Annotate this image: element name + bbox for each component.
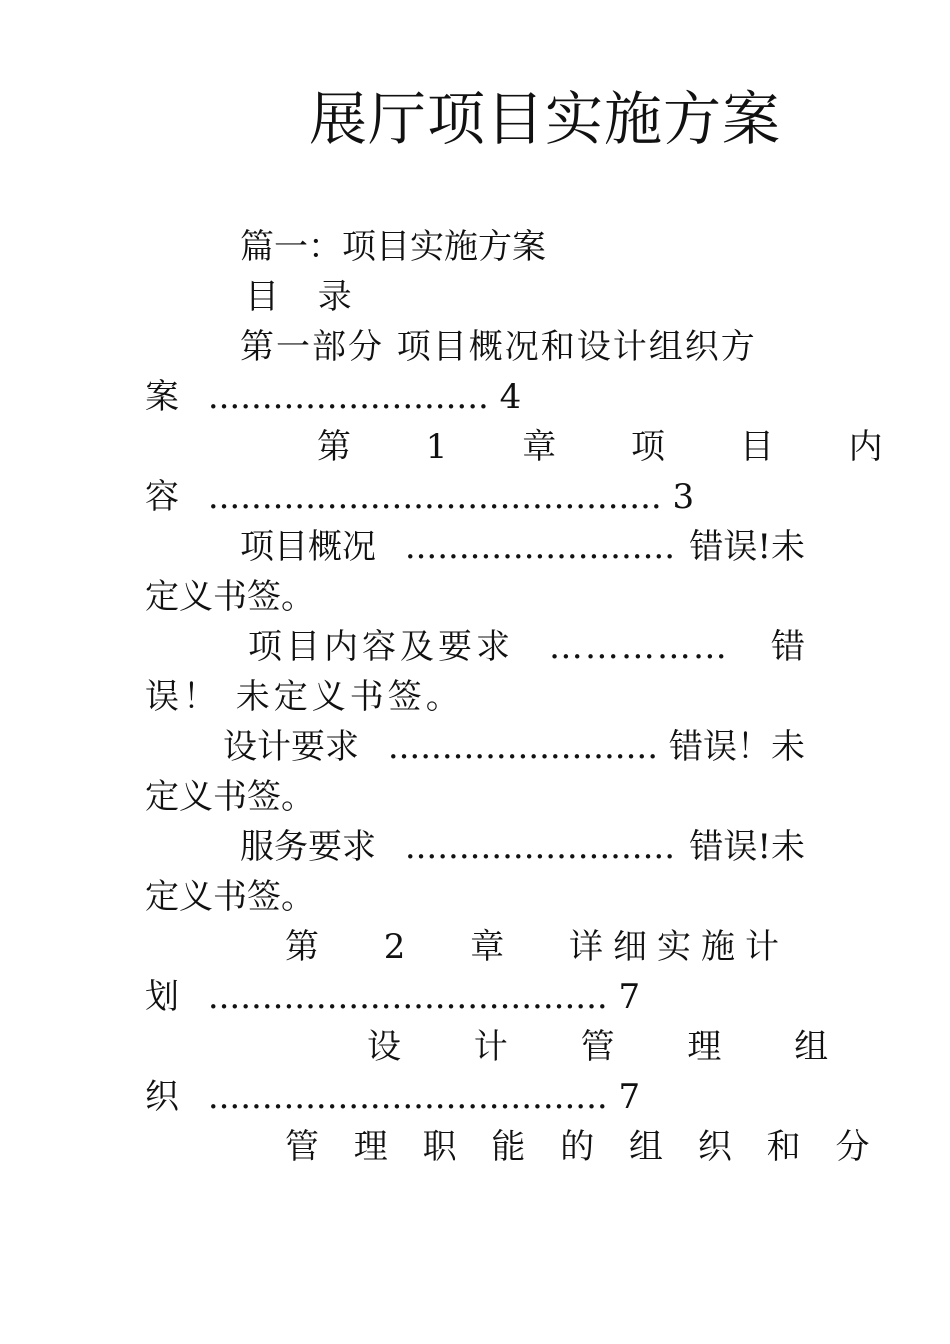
- toc-entry: [145, 722, 805, 772]
- toc-leader-dots: ..........................: [207, 377, 489, 417]
- toc-entry-continuation: [145, 372, 805, 422]
- toc-entry-continuation: [145, 472, 805, 522]
- toc-entry-label-cont: 案: [145, 377, 179, 417]
- toc-leader-dots: ..........................................: [207, 477, 662, 517]
- toc-page-ref: 错误！未: [669, 727, 805, 767]
- toc-heading: 目 录: [245, 277, 366, 317]
- toc-entry-continuation: 定义书签。: [145, 877, 315, 917]
- document-body: [145, 222, 891, 1172]
- toc-leader-dots: .....................................: [207, 1077, 608, 1117]
- document-title: 展厅项目实施方案: [308, 85, 781, 153]
- toc-page-number: 4: [499, 377, 522, 417]
- toc-entry-label: 设计要求: [223, 727, 359, 767]
- toc-leader-dots: .....................................: [207, 977, 608, 1017]
- toc-entry-continuation: 误！ 未定义书签。: [145, 677, 464, 717]
- toc-entry-label: 管 理 职 能 的 组 织 和 分: [285, 1127, 870, 1167]
- toc-page-number: 7: [618, 1077, 641, 1117]
- toc-page-number: 3: [672, 477, 695, 517]
- toc-entry: [145, 522, 805, 572]
- toc-leader-dots: ……………: [548, 627, 729, 667]
- toc-entry-continuation: 定义书签。: [145, 577, 315, 617]
- toc-entry-label: 第 2 章 详细实施计: [285, 927, 790, 967]
- toc-leader-dots: .........................: [387, 727, 659, 767]
- toc-page-ref: 错: [771, 627, 805, 667]
- toc-entry-label-cont: 划: [145, 977, 179, 1017]
- toc-entry-label: 项目概况: [240, 527, 376, 567]
- toc-leader-dots: .........................: [404, 827, 676, 867]
- toc-entry-label: 服务要求: [240, 827, 376, 867]
- toc-entry-label-cont: 容: [145, 477, 179, 517]
- toc-entry-label-cont: 织: [145, 1077, 179, 1117]
- toc-entry-continuation: [145, 1072, 805, 1122]
- toc-entry: [145, 822, 805, 872]
- toc-entry-continuation: [145, 972, 805, 1022]
- toc-page-ref: 错误!未: [689, 827, 805, 867]
- toc-entry-label: 第一部分 项目概况和设计组织方: [240, 327, 757, 367]
- toc-page-number: 7: [618, 977, 641, 1017]
- toc-entry-label: 第 1 章 项 目 内: [317, 427, 891, 467]
- toc-page-ref: 错误!未: [689, 527, 805, 567]
- toc-entry: [145, 622, 805, 672]
- toc-entry-label: 设 计 管 理 组: [367, 1027, 829, 1067]
- subtitle: 篇一：项目实施方案: [240, 227, 546, 267]
- toc-entry-label: 项目内容及要求: [248, 627, 514, 667]
- toc-entry-continuation: 定义书签。: [145, 777, 315, 817]
- toc-leader-dots: .........................: [404, 527, 676, 567]
